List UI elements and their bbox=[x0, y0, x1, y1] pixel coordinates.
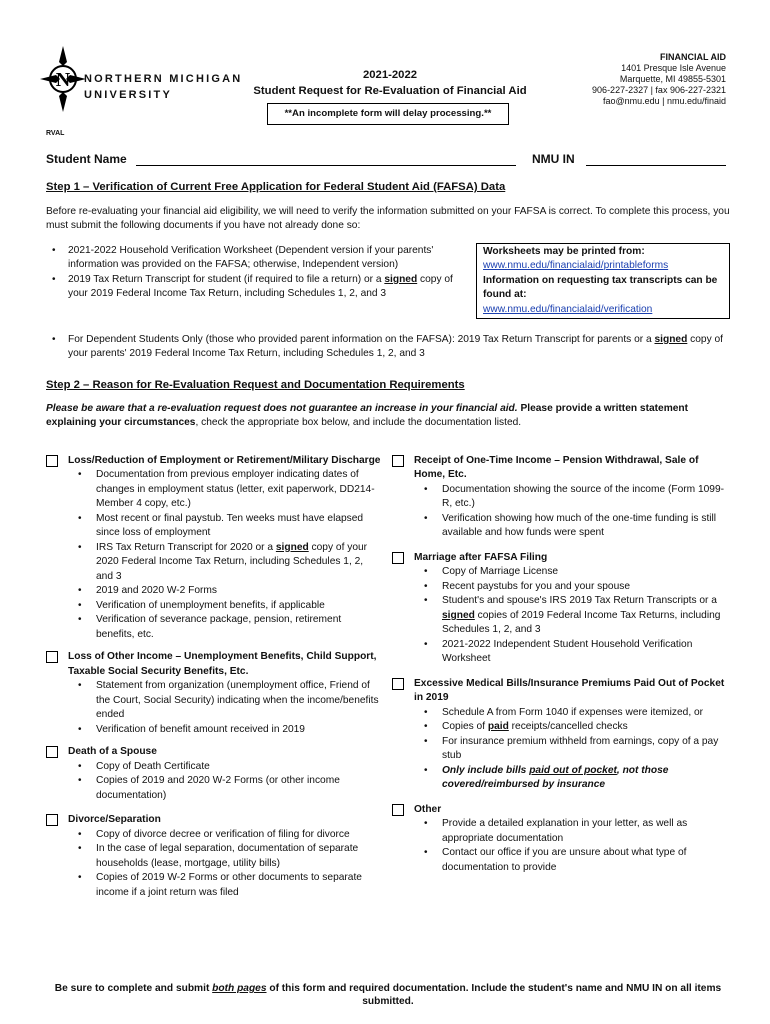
list-item: • Copies of 2019 and 2020 W-2 Forms (or other income documentation) bbox=[68, 774, 382, 803]
form-title bbox=[220, 68, 560, 100]
list-item: • Statement from organization (unemployment office, Friend of the Court, Social Security) indicating when the income/benefits ended bbox=[68, 679, 382, 722]
form-year: 2021-2022 bbox=[362, 69, 418, 81]
student-info-row bbox=[46, 151, 726, 169]
office-address: 1401 Presque Isle Avenue bbox=[621, 62, 726, 73]
list-item: • Copy of Marriage License bbox=[414, 565, 730, 579]
checkbox[interactable] bbox=[46, 651, 58, 663]
list-item: • Verification showing how much of the one-time funding is still available and how funds were spent bbox=[414, 512, 730, 541]
footer-note: Be sure to complete and submit both pages of this form and required documentation. Include the student's name and NMU IN on all items submitted. bbox=[54, 983, 722, 1008]
nmu-in-label: NMU IN bbox=[532, 152, 575, 166]
logo-line-1: NORTHERN MICHIGAN bbox=[84, 73, 243, 85]
category-title: Other bbox=[414, 803, 442, 815]
list-item: • Documentation from previous employer indicating dates of changes in employment status (letter, exit paperwork, DD214-Member 4 copy, etc.) bbox=[68, 468, 382, 511]
category-title: Receipt of One-Time Income – Pension Withdrawal, Sale of Home, Etc. bbox=[414, 455, 699, 481]
box-heading: Information on requesting tax transcripts can be found at: bbox=[483, 274, 718, 301]
category-title: Loss/Reduction of Employment or Retirement/Military Discharge bbox=[68, 455, 381, 466]
list-item: • Provide a detailed explanation in your letter, as well as appropriate documentation bbox=[414, 817, 730, 846]
form-title-text: Student Request for Re-Evaluation of Financial Aid bbox=[253, 84, 527, 97]
checkbox[interactable] bbox=[392, 455, 404, 467]
checkbox[interactable] bbox=[46, 455, 58, 467]
list-item: • Documentation showing the source of the income (Form 1099-R, etc.) bbox=[414, 483, 730, 512]
step2-heading: Step 2 – Reason for Re-Evaluation Request and Documentation Requirements bbox=[46, 379, 465, 391]
category-medical-bills bbox=[392, 677, 730, 793]
university-name bbox=[84, 72, 242, 104]
list-item: • In the case of legal separation, documentation of separate households (lease, mortgage, utility bills) bbox=[68, 842, 382, 871]
nmu-in-field[interactable] bbox=[586, 165, 726, 166]
list-item: • Only include bills paid out of pocket, not those covered/reimbursed by insurance bbox=[414, 764, 730, 793]
student-name-field[interactable] bbox=[136, 165, 516, 166]
list-item: • Copy of Death Certificate bbox=[68, 760, 382, 774]
office-email: fao@nmu.edu | nmu.edu/finaid bbox=[602, 95, 726, 106]
checkbox[interactable] bbox=[46, 746, 58, 758]
list-item: • 2019 Tax Return Transcript for student (if required to file a return) or a signed copy of your 2019 Federal Income Tax Return, including Schedules 1, 2, and 3 bbox=[46, 273, 466, 302]
list-item: • For Dependent Students Only (those who provided parent information on the FAFSA): 2019 Tax Return Transcript for parents or a signed copy of your parents' 2019 Federal Income Tax Return, including Schedules 1, 2, and 3 bbox=[46, 333, 730, 362]
list-item: • IRS Tax Return Transcript for 2020 or a signed copy of your 2020 Federal Income Tax Return, including Schedules 1, 2, and 3 bbox=[68, 541, 382, 584]
list-item: • Verification of unemployment benefits, if applicable bbox=[68, 599, 382, 613]
category-death-spouse bbox=[46, 745, 382, 803]
category-title: Divorce/Separation bbox=[68, 814, 161, 826]
checkbox[interactable] bbox=[392, 804, 404, 816]
step2-intro: Please be aware that a re-evaluation request does not guarantee an increase in your financial aid. Please provide a written statement explaining your circumstances, check the appropriate box below, and include the documentation listed. bbox=[46, 403, 689, 429]
category-loss-other-income bbox=[46, 650, 382, 737]
list-item: • Copy of divorce decree or verification of filing for divorce bbox=[68, 828, 382, 842]
box-heading: Worksheets may be printed from: bbox=[483, 246, 645, 257]
category-one-time-income bbox=[392, 454, 730, 541]
svg-text:N: N bbox=[55, 69, 71, 91]
list-item: • 2021-2022 Independent Student Household Verification Worksheet bbox=[414, 638, 730, 667]
office-city: Marquette, MI 49855-5301 bbox=[619, 73, 726, 84]
category-other bbox=[392, 803, 730, 875]
printable-forms-link[interactable]: www.nmu.edu/financialaid/printableforms bbox=[483, 260, 669, 272]
list-item: • 2019 and 2020 W-2 Forms bbox=[68, 584, 382, 598]
list-item: • 2021-2022 Household Verification Worksheet (Dependent version if your parents' information was provided on the FAFSA; otherwise, Independent version) bbox=[46, 244, 466, 273]
form-code: RVAL bbox=[46, 130, 65, 137]
list-item: • Student's and spouse's IRS 2019 Tax Return Transcripts or a signed copies of 2019 Federal Income Tax Returns, including Schedules 1, 2, and 3 bbox=[414, 594, 730, 637]
contact-block bbox=[592, 52, 726, 107]
incomplete-warning: **An incomplete form will delay processing.** bbox=[267, 103, 509, 125]
category-loss-employment bbox=[46, 454, 382, 642]
list-item: • Copies of paid receipts/cancelled checks bbox=[414, 720, 730, 734]
step1-list-dependent bbox=[46, 333, 730, 362]
category-title: Death of a Spouse bbox=[68, 746, 157, 758]
step1-intro: Before re-evaluating your financial aid eligibility, we will need to verify the information submitted on your FAFSA is correct. To complete this process, you must submit the following documents if you have not already done so: bbox=[46, 206, 730, 232]
verification-link[interactable]: www.nmu.edu/financialaid/verification bbox=[483, 303, 653, 315]
list-item: • Recent paystubs for you and your spouse bbox=[414, 580, 730, 594]
student-name-label: Student Name bbox=[46, 152, 127, 166]
category-divorce bbox=[46, 813, 382, 900]
left-column bbox=[46, 454, 382, 906]
right-column bbox=[392, 454, 730, 881]
list-item: • Verification of benefit amount received in 2019 bbox=[68, 723, 382, 737]
category-title: Loss of Other Income – Unemployment Benefits, Child Support, Taxable Social Security Benefits, Etc. bbox=[68, 651, 377, 677]
checkbox[interactable] bbox=[46, 814, 58, 826]
wildcat-n-logo-icon bbox=[38, 44, 88, 114]
logo-line-2: UNIVERSITY bbox=[84, 88, 173, 101]
list-item: • Verification of severance package, pension, retirement benefits, etc. bbox=[68, 613, 382, 642]
list-item: • Most recent or final paystub. Ten weeks must have elapsed since loss of employment bbox=[68, 512, 382, 541]
list-item: • Copies of 2019 W-2 Forms or other documents to separate income if a joint return was filed bbox=[68, 871, 382, 900]
list-item: • For insurance premium withheld from earnings, copy of a pay stub bbox=[414, 735, 730, 764]
step1-heading: Step 1 – Verification of Current Free Application for Federal Student Aid (FAFSA) Data bbox=[46, 181, 506, 193]
office-phone: 906-227-2327 | fax 906-227-2321 bbox=[592, 84, 726, 95]
office-name: FINANCIAL AID bbox=[660, 52, 726, 62]
step1-list bbox=[46, 244, 466, 302]
checkbox[interactable] bbox=[392, 678, 404, 690]
list-item: • Schedule A from Form 1040 if expenses were itemized, or bbox=[414, 706, 730, 720]
worksheet-info-box bbox=[476, 243, 730, 319]
checkbox[interactable] bbox=[392, 552, 404, 564]
list-item: • Contact our office if you are unsure about what type of documentation to provide bbox=[414, 846, 730, 875]
category-marriage bbox=[392, 551, 730, 667]
category-title: Marriage after FAFSA Filing bbox=[414, 551, 548, 563]
category-title: Excessive Medical Bills/Insurance Premiums Paid Out of Pocket in 2019 bbox=[414, 677, 725, 704]
